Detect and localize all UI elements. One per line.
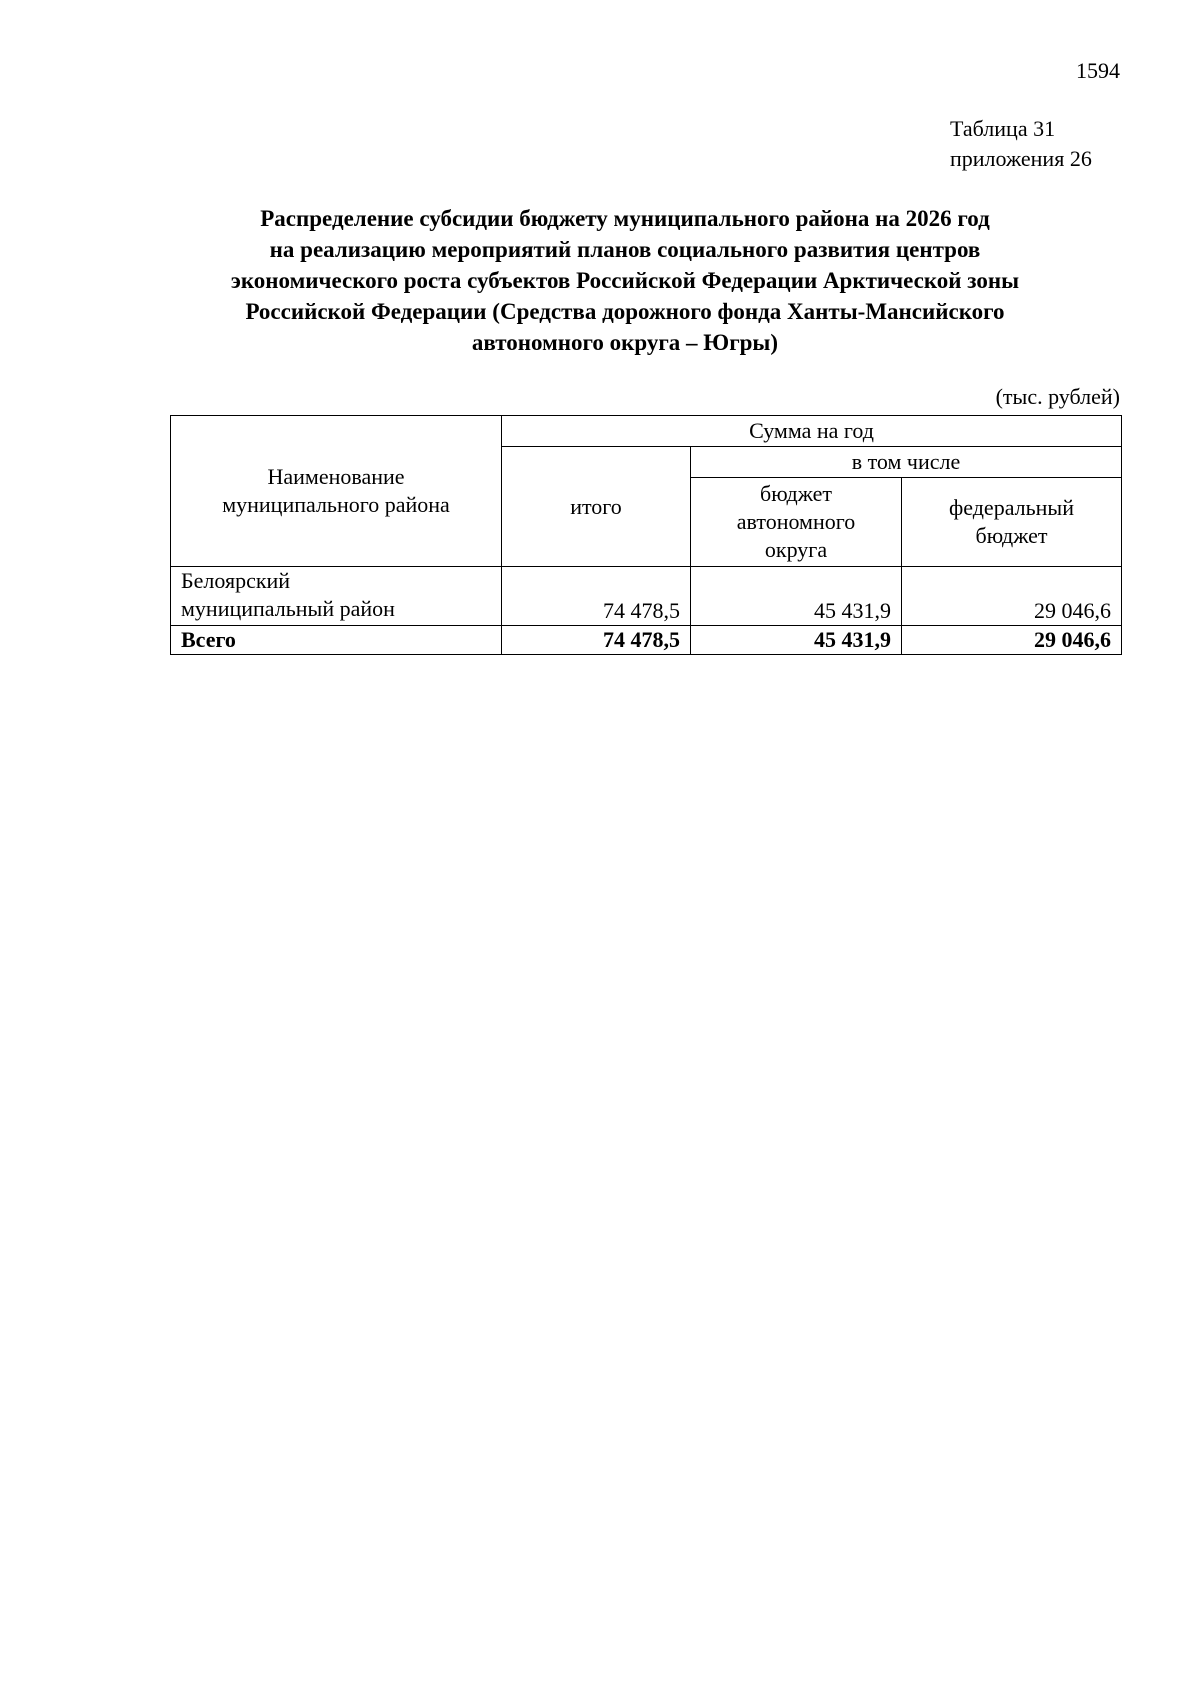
- header-okrug-budget-line-2: автономного: [736, 509, 856, 534]
- row-okrug-value: 45 431,9: [691, 567, 902, 626]
- header-district-name: [171, 416, 502, 567]
- header-sum-per-year: Сумма на год: [502, 416, 1122, 447]
- header-okrug-budget-line-3: округа: [764, 537, 828, 562]
- title-line: Российской Федерации (Средства дорожного фонда Ханты-Мансийского: [245, 299, 1005, 324]
- units-label: (тыс. рублей): [995, 384, 1120, 409]
- district-name-line-2: муниципальный район: [181, 596, 395, 621]
- totals-okrug-value: 45 431,9: [691, 626, 902, 655]
- table-reference-line-1: Таблица 31: [950, 116, 1056, 141]
- totals-row: [171, 626, 1122, 655]
- table-reference: [950, 114, 1092, 174]
- header-federal-budget-line-2: бюджет: [975, 523, 1048, 548]
- header-including: в том числе: [691, 447, 1122, 478]
- row-federal-value: 29 046,6: [902, 567, 1122, 626]
- district-name-line-1: Белоярский: [181, 568, 291, 593]
- title-line: автономного округа – Югры): [471, 330, 779, 355]
- title-line: экономического роста субъектов Российской Федерации Арктической зоны: [230, 268, 1020, 293]
- header-district-name-line-2: муниципального района: [222, 492, 450, 517]
- page-number: 1594: [1076, 58, 1120, 83]
- header-federal-budget-line-1: федеральный: [949, 495, 1074, 520]
- row-total-value: 74 478,5: [502, 567, 691, 626]
- header-okrug-budget-line-1: бюджет: [760, 481, 832, 506]
- header-total: итого: [502, 447, 691, 567]
- document-title: [150, 203, 1100, 358]
- table-reference-line-2: приложения 26: [950, 146, 1092, 171]
- header-row: [171, 416, 1122, 447]
- header-federal-budget: [902, 478, 1122, 567]
- table-row: [171, 567, 1122, 626]
- title-line: на реализацию мероприятий планов социального развития центров: [269, 237, 981, 262]
- header-okrug-budget: [691, 478, 902, 567]
- totals-total-value: 74 478,5: [502, 626, 691, 655]
- header-district-name-line-1: Наименование: [267, 464, 405, 489]
- subsidy-table: [170, 415, 1122, 655]
- totals-federal-value: 29 046,6: [902, 626, 1122, 655]
- title-line: Распределение субсидии бюджету муниципального района на 2026 год: [260, 206, 990, 231]
- district-name-cell: [171, 567, 502, 626]
- totals-label: Всего: [171, 626, 502, 655]
